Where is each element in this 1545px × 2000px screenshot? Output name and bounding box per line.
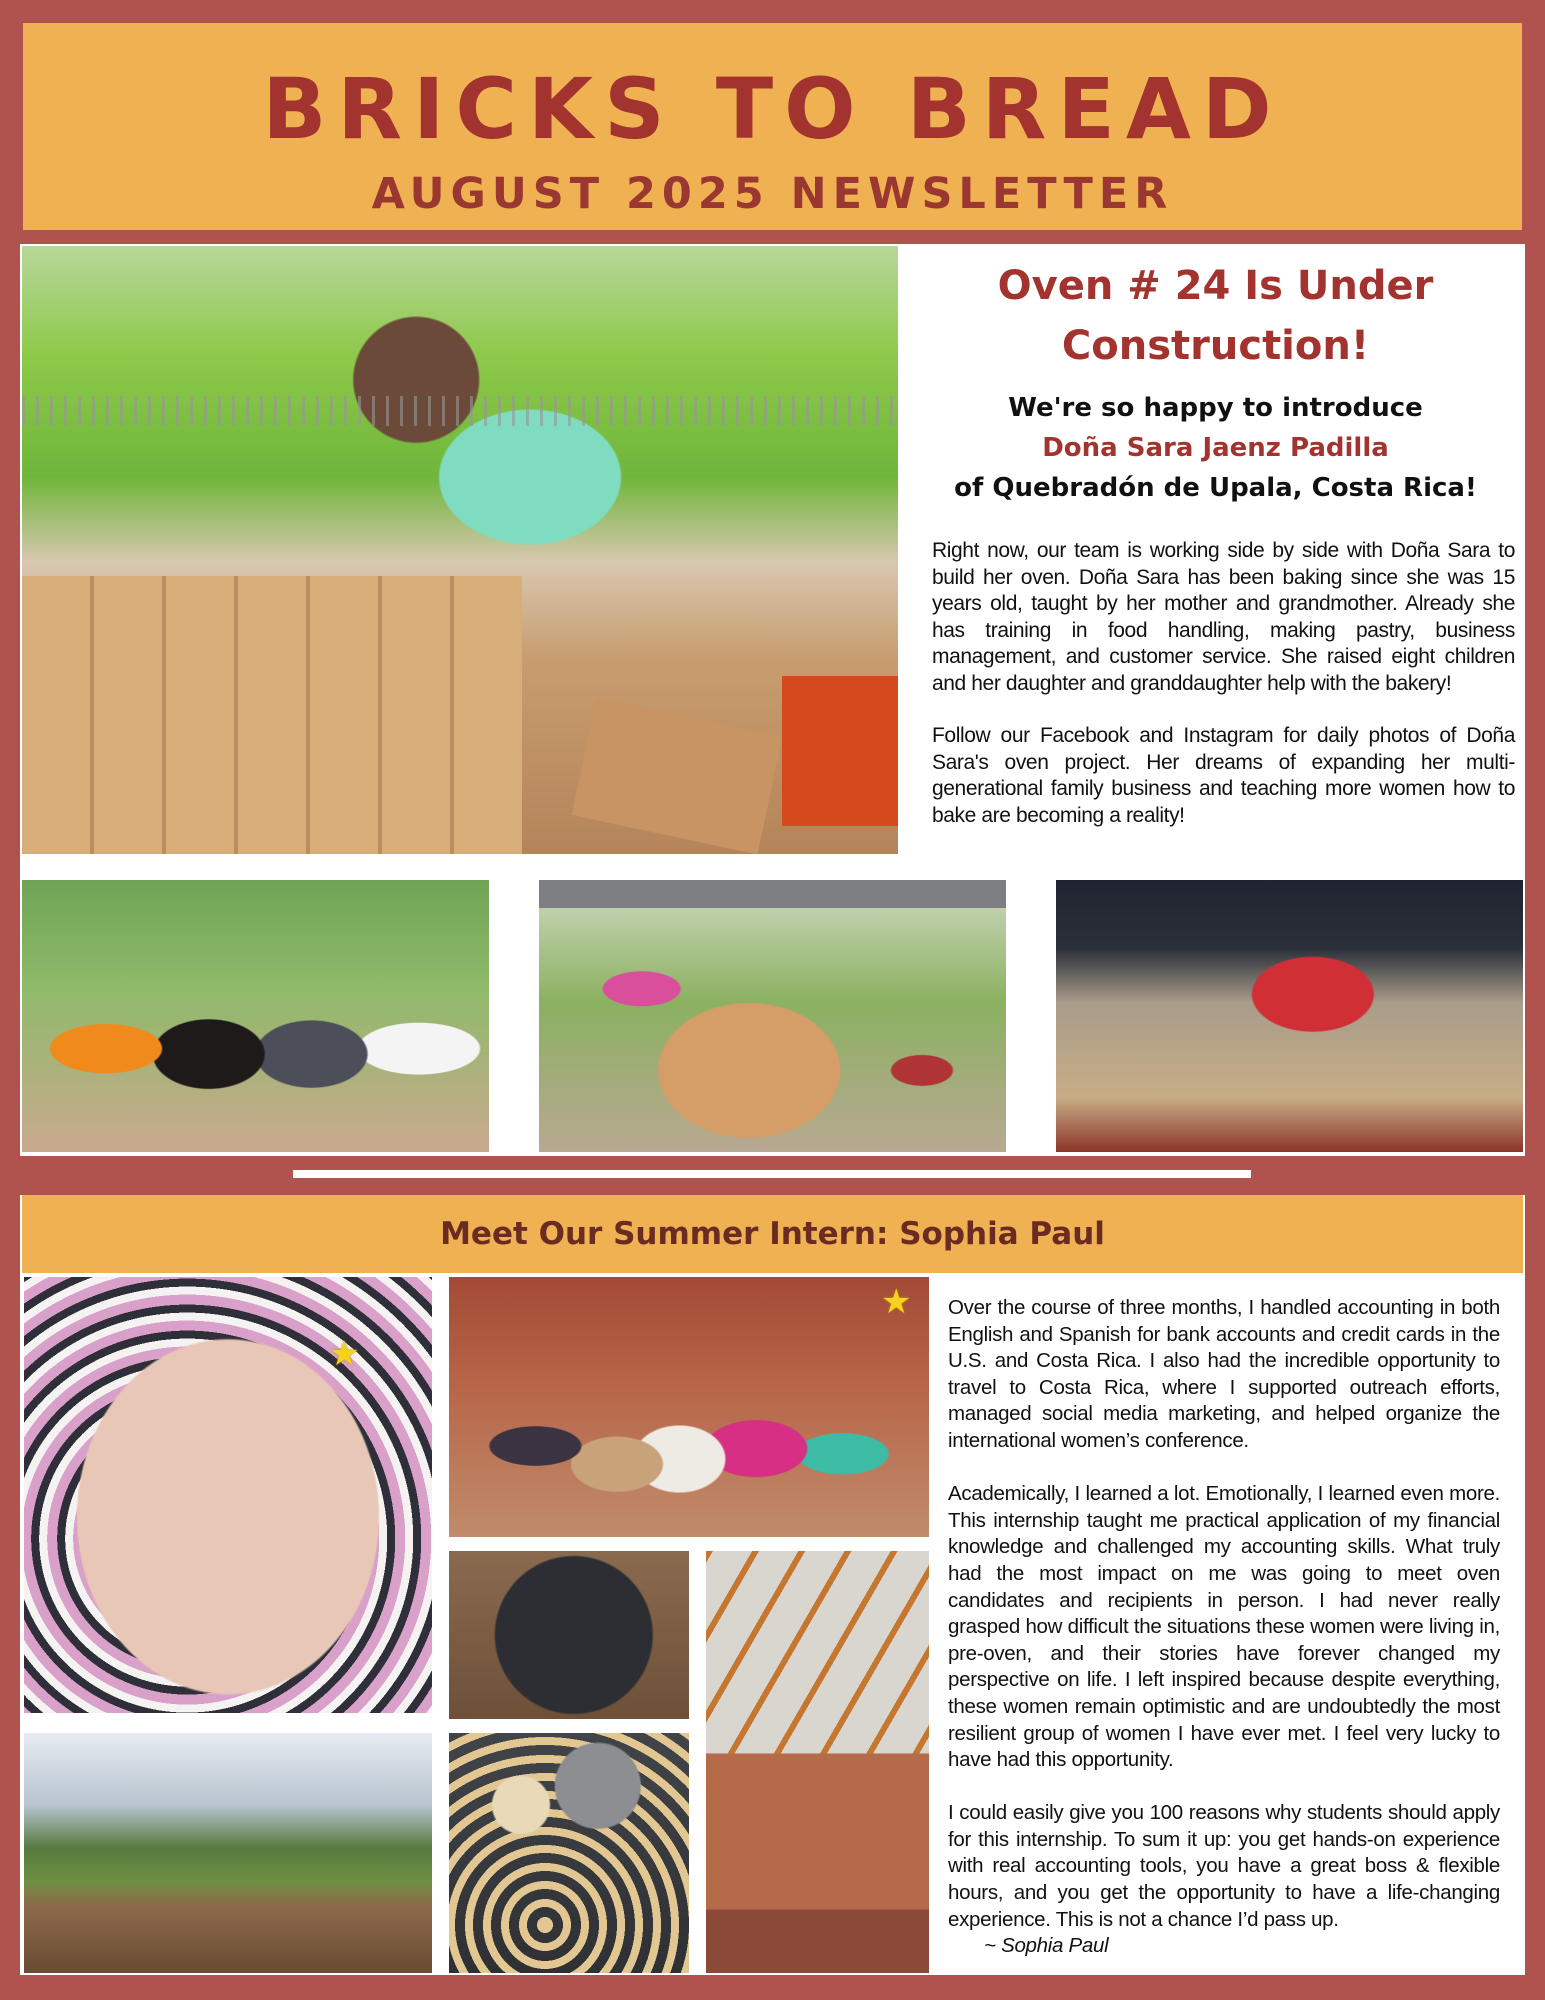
- intern-paragraph-2: Academically, I learned a lot. Emotionally, I learned even more. This internship taught me practical application of my financial knowledge and challenged my accounting skills. What truly had the most impact on me was going to meet oven candidates and recipients in person. I had never really grasped how difficult the situations these women were living in, pre-oven, and their stories have forever changed my perspective on life. I left inspired because despite everything, these women remain optimistic and are undoubtedly the most resilient group of women I have ever met. I feel very lucky to have had this opportunity.: [948, 1482, 1500, 1772]
- red-crate-graphic: [782, 676, 898, 826]
- farm-field-photo: [24, 1733, 432, 1973]
- oven-building-photo: [539, 880, 1006, 1152]
- intro-line-1: We're so happy to introduce: [1008, 393, 1423, 423]
- oven-article-heading: Oven # 24 Is Under Construction!: [997, 263, 1434, 369]
- section-divider: [293, 1170, 1251, 1178]
- brick-stack-graphic: [22, 576, 522, 854]
- loose-brick-graphic: [572, 698, 783, 854]
- intro-location: of Quebradón de Upala, Costa Rica!: [954, 473, 1477, 503]
- intern-article-body: [948, 1295, 1500, 1960]
- star-icon: ★: [329, 1335, 360, 1373]
- dona-sara-brick-photo: [22, 246, 898, 854]
- oven-article-section: [20, 244, 1525, 1156]
- intern-signature: ~ Sophia Paul: [984, 1934, 1109, 1958]
- fence-graphic: [22, 396, 898, 426]
- intern-article-section: [20, 1195, 1525, 1975]
- oven-article-body: [932, 538, 1515, 855]
- oven-recipients-group-photo: [449, 1277, 929, 1537]
- oven-paragraph-1: Right now, our team is working side by side with Doña Sara to build her oven. Doña Sara has been baking since she was 15 years old, taught by her mother and grandmother. Already she has training in food handling, making pastry, business management, and customer service. She raised eight children and her daughter and granddaughter help with the bakery!: [932, 539, 1515, 695]
- oven-article-intro: [906, 388, 1525, 508]
- intern-heading: Meet Our Summer Intern: Sophia Paul: [440, 1216, 1105, 1252]
- oven-article: [906, 244, 1525, 854]
- newsletter-header: [23, 23, 1522, 230]
- intro-name: Doña Sara Jaenz Padilla: [1042, 433, 1389, 463]
- outdoor-oven-photo: [706, 1551, 929, 1973]
- night-construction-photo: [1056, 880, 1523, 1152]
- intern-heading-banner: [22, 1195, 1523, 1273]
- team-group-photo: [22, 880, 489, 1152]
- newsletter-title: BRICKS TO BREAD: [262, 60, 1283, 158]
- intern-paragraph-1: Over the course of three months, I handled accounting in both English and Spanish for bank accounts and credit cards in the U.S. and Costa Rica. I also had the incredible opportunity to travel to Costa Rica, where I supported outreach efforts, managed social media marketing, and helped organize the international women’s conference.: [948, 1296, 1500, 1452]
- conference-group-photo: [24, 1277, 432, 1713]
- star-icon: ★: [881, 1283, 912, 1321]
- meal-plate-photo: [449, 1551, 689, 1719]
- oven-paragraph-2: Follow our Facebook and Instagram for daily photos of Doña Sara's oven project. Her dreams of expanding her multi-generational family business and teaching more women how to bake are becoming a reality!: [932, 724, 1515, 827]
- dough-preparation-photo: [449, 1733, 689, 1973]
- intern-paragraph-3: I could easily give you 100 reasons why students should apply for this internship. To sum it up: you get hands-on experience with real accounting tools, you have a great boss & flexible hours, and you get the opportunity to have a life-changing experience. This is not a chance I’d pass up.: [948, 1801, 1500, 1931]
- newsletter-subtitle: AUGUST 2025 NEWSLETTER: [371, 169, 1174, 219]
